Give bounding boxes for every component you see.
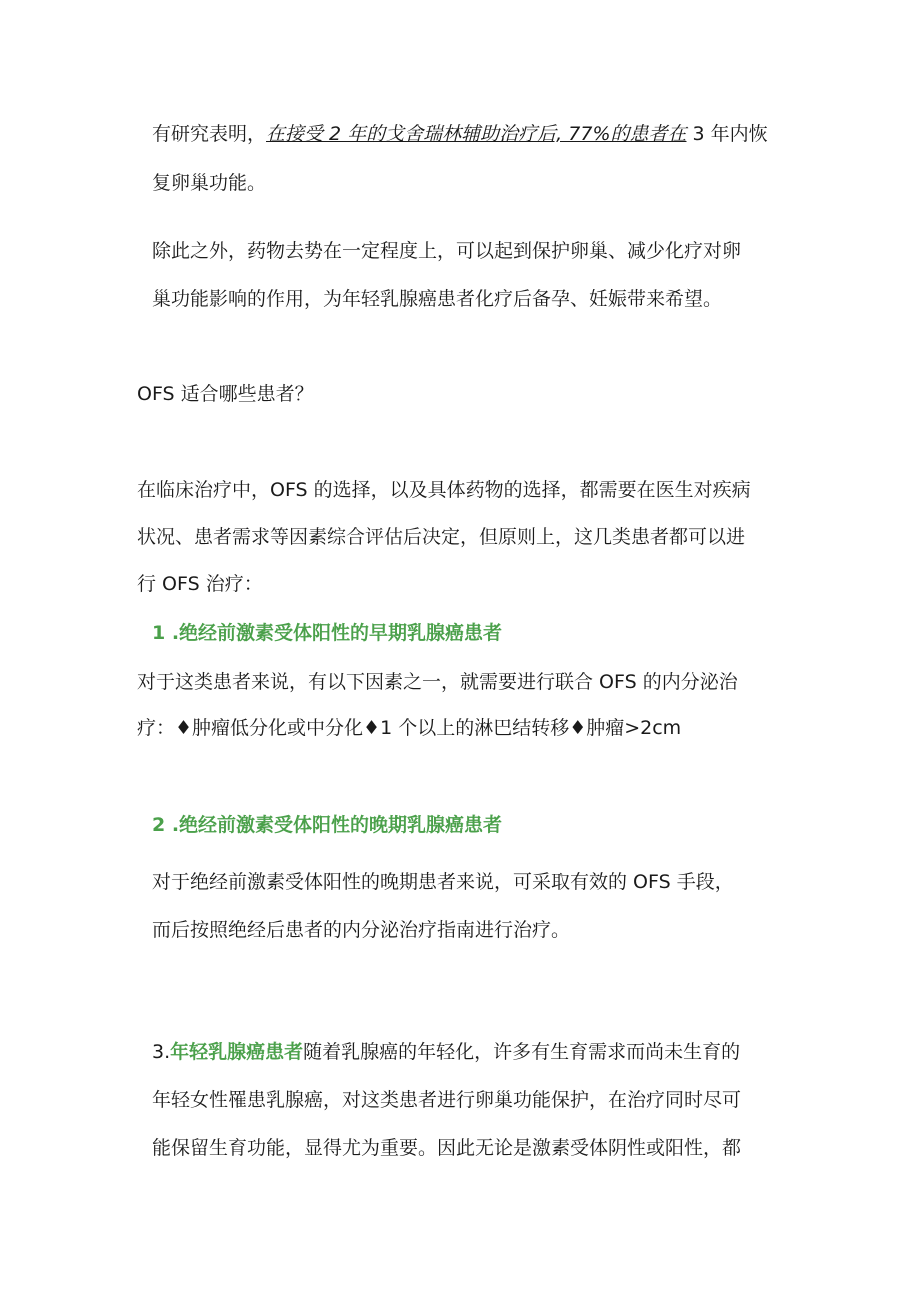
text: 随着乳腺癌的年轻化，许多有生育需求而尚未生育的 xyxy=(303,1041,741,1063)
section-title: OFS 适合哪些患者？ xyxy=(137,383,314,405)
paragraph-line: 对于绝经前激素受体阳性的晚期患者来说，可采取有效的 OFS 手段， xyxy=(152,871,734,893)
text: 有研究表明， xyxy=(152,123,267,145)
paragraph-line xyxy=(152,122,768,146)
paragraph-line: 而后按照绝经后患者的内分泌治疗指南进行治疗。 xyxy=(152,919,571,941)
list-item-3-line xyxy=(152,1040,740,1064)
text: 3 年内恢 xyxy=(686,123,768,145)
list-number: 3. xyxy=(152,1041,171,1063)
paragraph-line: 复卵巢功能。 xyxy=(152,172,267,194)
paragraph-line: 行 OFS 治疗： xyxy=(137,573,263,595)
paragraph-line: 状况、患者需求等因素综合评估后决定，但原则上，这几类患者都可以进 xyxy=(137,526,746,548)
paragraph-line: 除此之外，药物去势在一定程度上，可以起到保护卵巢、减少化疗对卵 xyxy=(152,240,742,262)
paragraph-line: 能保留生育功能，显得尤为重要。因此无论是激素受体阴性或阳性，都 xyxy=(152,1137,742,1159)
emphasized-text: 在接受 2 年的戈舍瑞林辅助治疗后, 77%的患者在 xyxy=(266,123,687,145)
paragraph-line: 在临床治疗中，OFS 的选择，以及具体药物的选择，都需要在医生对疾病 xyxy=(137,479,751,501)
paragraph-line: 对于这类患者来说，有以下因素之一，就需要进行联合 OFS 的内分泌治 xyxy=(137,671,738,693)
paragraph-line: 年轻女性罹患乳腺癌，对这类患者进行卵巢功能保护，在治疗同时尽可 xyxy=(152,1089,742,1111)
list-item-heading-3: 年轻乳腺癌患者 xyxy=(170,1041,304,1063)
paragraph-line: 疗：♦肿瘤低分化或中分化♦1 个以上的淋巴结转移♦肿瘤>2cm xyxy=(137,717,682,739)
paragraph-line: 巢功能影响的作用，为年轻乳腺癌患者化疗后备孕、妊娠带来希望。 xyxy=(152,288,723,310)
list-item-heading-2: 2 .绝经前激素受体阳性的晚期乳腺癌患者 xyxy=(152,814,503,836)
list-item-heading-1: 1 .绝经前激素受体阳性的早期乳腺癌患者 xyxy=(152,622,503,644)
